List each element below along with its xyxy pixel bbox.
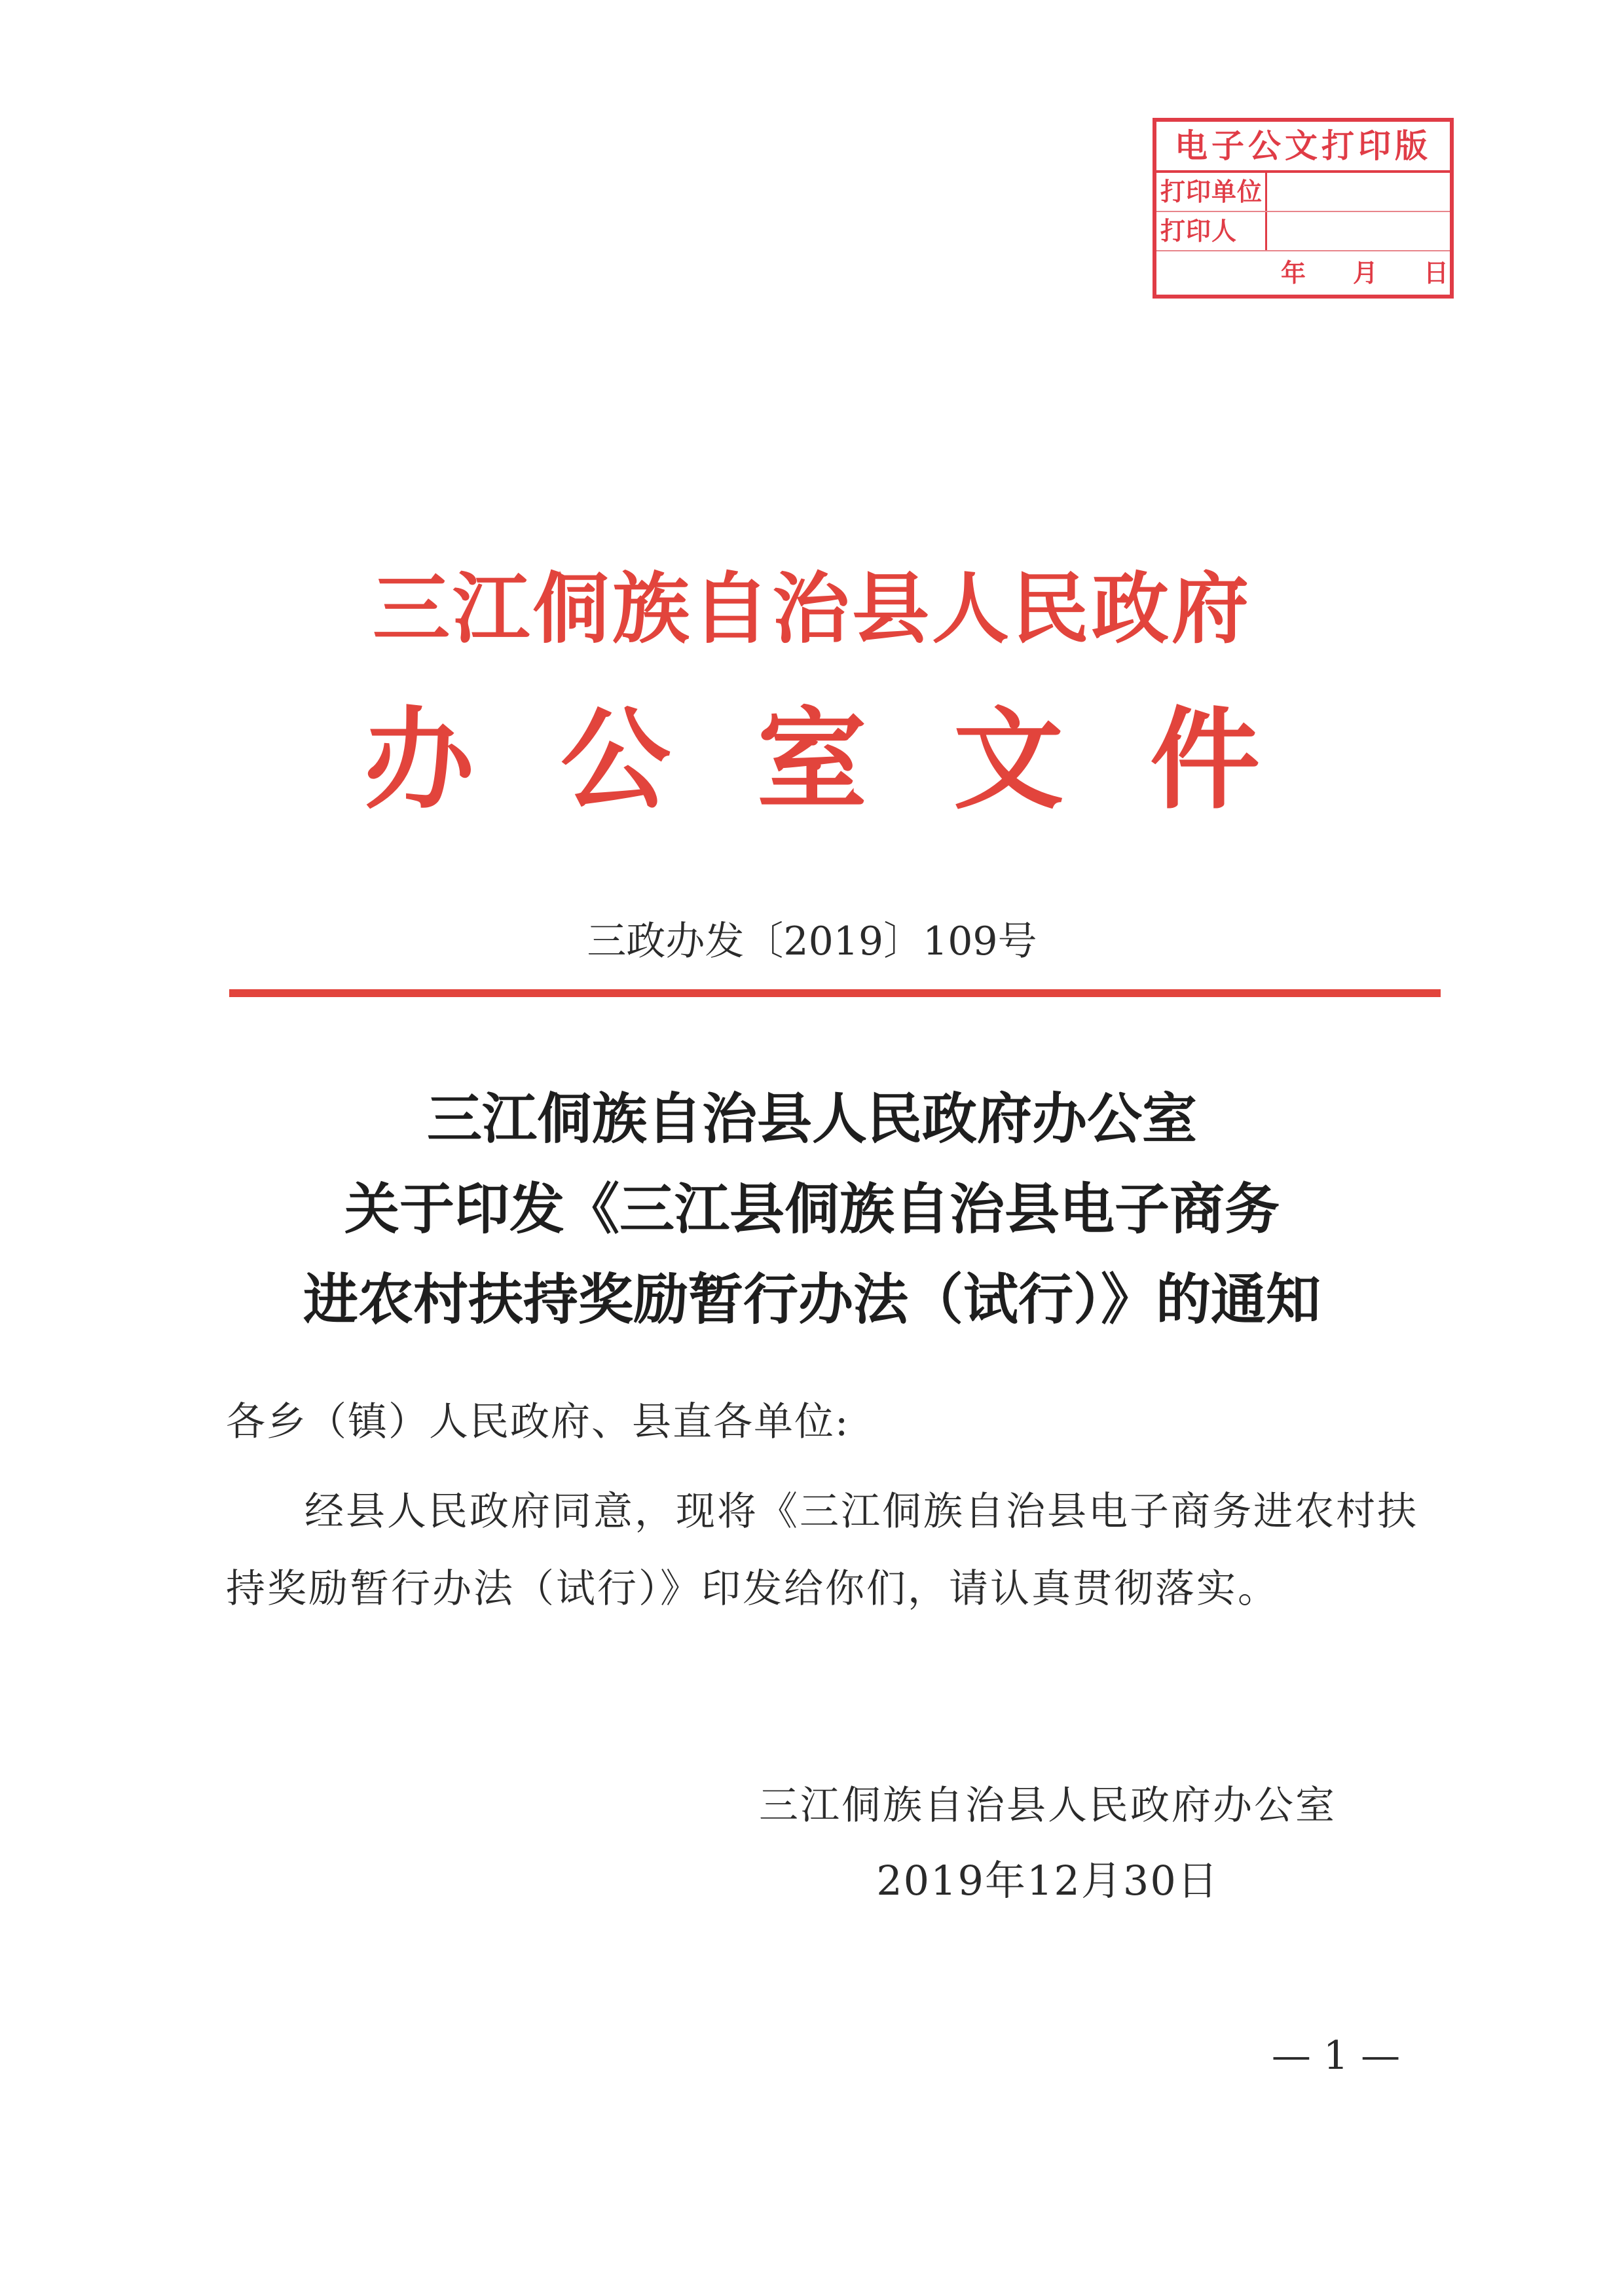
stamp-person-row	[1156, 212, 1450, 251]
doc-type-char: 文	[953, 695, 1063, 824]
signature-date: 2019年12月30日	[876, 1857, 1219, 1904]
body-paragraph: 经县人民政府同意，现将《三江侗族自治县电子商务进农村扶持奖励暂行办法（试行）》印发给你们，请认真贯彻落实。	[226, 1489, 1418, 1612]
stamp-unit-label: 打印单位	[1160, 173, 1267, 211]
page-number: — 1 —	[1271, 2033, 1401, 2079]
title-line: 关于印发《三江县侗族自治县电子商务	[344, 1176, 1280, 1241]
salutation: 各乡（镇）人民政府、县直各单位:	[226, 1399, 850, 1445]
doc-type-char: 室	[757, 695, 867, 824]
doc-type-char: 办	[364, 695, 474, 824]
title-line: 三江侗族自治县人民政府办公室	[426, 1086, 1197, 1151]
document-number: 三政办发〔2019〕109号	[587, 919, 1037, 964]
print-stamp	[1153, 118, 1454, 299]
title-line: 进农村扶持奖励暂行办法（试行）》的通知	[303, 1267, 1321, 1332]
stamp-person-label: 打印人	[1160, 212, 1267, 250]
notice-title	[0, 1074, 1624, 1345]
stamp-title: 电子公文打印版	[1156, 122, 1450, 173]
stamp-year-label: 年	[1281, 259, 1306, 287]
stamp-day-label: 日	[1424, 259, 1449, 287]
stamp-unit-row	[1156, 173, 1450, 212]
doc-type-heading	[0, 697, 1624, 822]
doc-type-char: 件	[1150, 695, 1260, 824]
stamp-month-label: 月	[1353, 259, 1378, 287]
stamp-date-row	[1156, 251, 1450, 295]
red-divider	[229, 989, 1441, 997]
signature-org: 三江侗族自治县人民政府办公室	[759, 1783, 1337, 1829]
issuing-org-name: 三江侗族自治县人民政府	[372, 563, 1251, 654]
doc-type-char: 公	[561, 695, 671, 824]
